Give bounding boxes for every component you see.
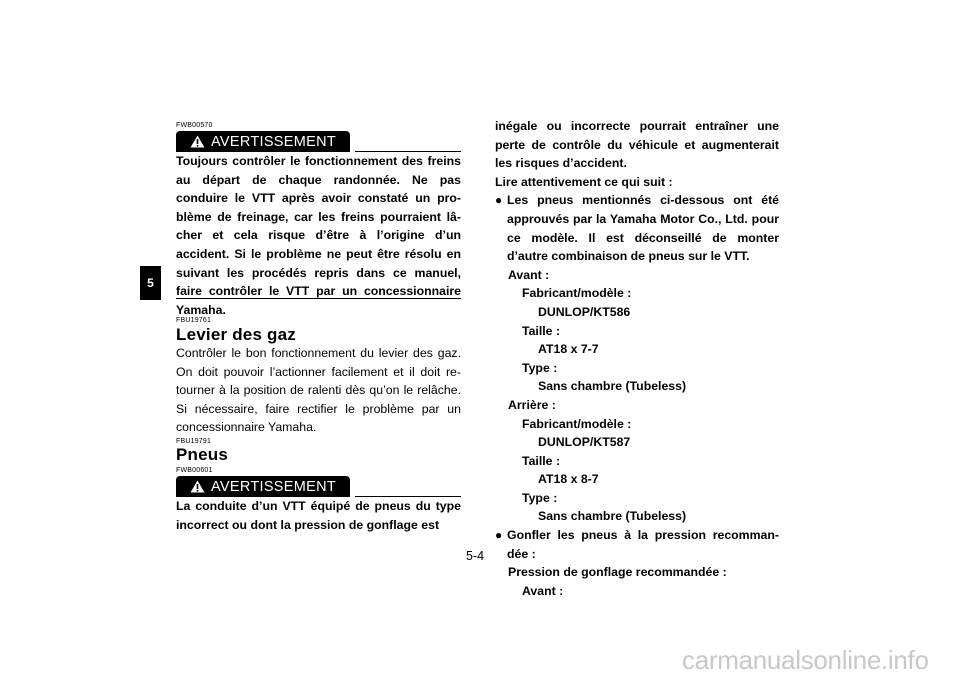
bullet-dot-icon: ● xyxy=(495,193,503,208)
size-label: Taille : xyxy=(522,323,561,338)
size-label: Taille : xyxy=(522,453,561,468)
section-paragraph: Contrôler le bon fonctionnement du levier des gaz. On doit pouvoir l’actionner facilement et il doit re-tourner à la position de ralenti dès qu’on le relâche. Si nécessaire, faire rectifier le problème par un concessionnaire Yamaha. xyxy=(176,346,461,435)
instruction-text: Lire attentivement ce qui suit : xyxy=(495,174,673,189)
chapter-tab: 5 xyxy=(140,266,161,300)
bullet-dot-icon: ● xyxy=(495,528,503,543)
list-item: ● Les pneus mentionnés ci-dessous ont été approuvés par la Yamaha Motor Co., Ltd. pour ce modèle. Il est déconseillé de monter d’autre combinaison de pneus sur le VTT. xyxy=(495,191,779,265)
section-heading: Pneus xyxy=(176,445,229,464)
rear-size: AT18 x 8-7 xyxy=(538,472,599,487)
pressure-front-label: Avant : xyxy=(522,583,564,598)
reference-code: FWB00570 xyxy=(176,122,213,129)
type-label: Type : xyxy=(522,360,558,375)
front-model: DUNLOP/KT586 xyxy=(538,304,631,319)
warning-text: La conduite d’un VTT équipé de pneus du type incorrect ou dont la pression de gonflage est xyxy=(176,499,461,532)
warning-triangle-icon xyxy=(190,135,205,148)
manufacturer-label: Fabricant/modèle : xyxy=(522,286,632,301)
type-label: Type : xyxy=(522,490,558,505)
page-number: 5-4 xyxy=(466,549,485,563)
front-type: Sans chambre (Tubeless) xyxy=(538,379,687,394)
warning-header xyxy=(176,131,461,152)
reference-code: FBU19761 xyxy=(176,317,212,324)
section-heading: Levier des gaz xyxy=(176,325,296,344)
front-size: AT18 x 7-7 xyxy=(538,342,599,357)
list-item: ● Gonfler les pneus à la pression recomman-dée : xyxy=(495,526,779,563)
warning-end-rule xyxy=(176,298,461,299)
rear-label: Arrière : xyxy=(508,397,556,412)
reference-code: FWB00601 xyxy=(176,467,213,474)
warning-text: Toujours contrôler le fonctionnement des freins au départ de chaque randonnée. Ne pas conduire le VTT après avoir constaté un pro-blème de freinage, car les freins pourraient lâ-cher et cela risque d’être à l’origine d’un accident. Si le problème ne peut être résolu en suivant les procédés repris dans ce manuel, faire contrôler le VTT par un concessionnaire Yamaha. xyxy=(176,154,461,317)
warning-badge: AVERTISSEMENT xyxy=(176,131,350,152)
manufacturer-label: Fabricant/modèle : xyxy=(522,416,632,431)
right-column xyxy=(495,117,779,600)
watermark: carmanualsonline.info xyxy=(682,645,929,675)
warning-triangle-icon xyxy=(190,480,205,493)
rear-model: DUNLOP/KT587 xyxy=(538,435,631,450)
reference-code: FBU19791 xyxy=(176,438,212,445)
warning-continuation: inégale ou incorrecte pourrait entraîner une perte de contrôle du véhicule et augmenterait les risques d’accident. xyxy=(495,119,779,171)
warning-header xyxy=(176,476,461,497)
front-label: Avant : xyxy=(508,267,550,282)
pressure-label: Pression de gonflage recommandée : xyxy=(508,565,727,580)
rear-type: Sans chambre (Tubeless) xyxy=(538,509,687,524)
warning-badge: AVERTISSEMENT xyxy=(176,476,350,497)
